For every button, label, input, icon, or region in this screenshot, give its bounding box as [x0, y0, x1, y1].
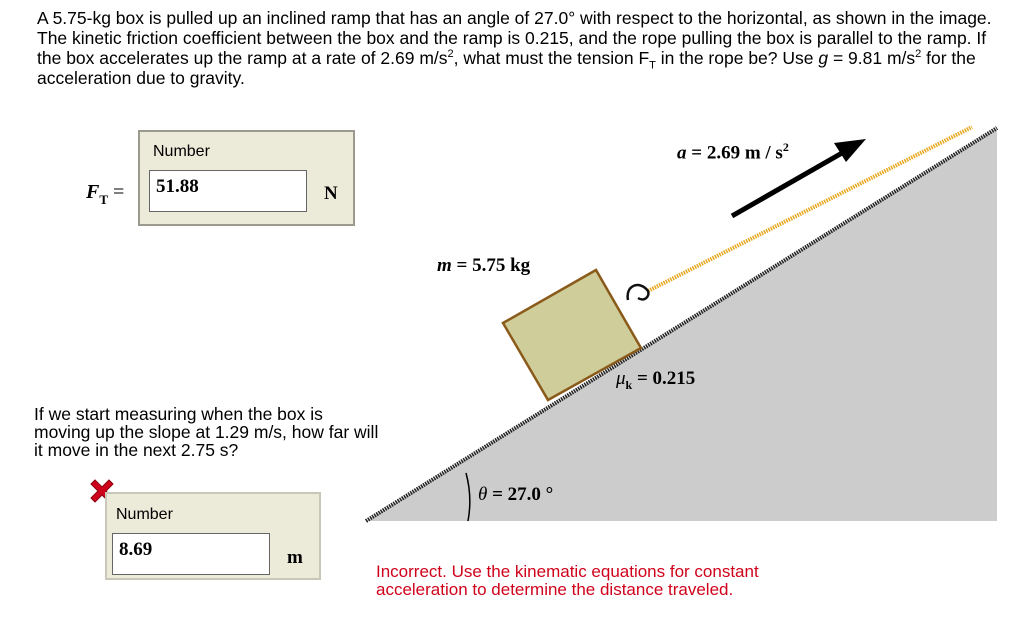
mass-label: m = 5.75 kg — [437, 255, 531, 276]
distance-question: If we start measuring when the box is moving up the slope at 1.29 m/s, how far will it move in the next 2.75 s? — [34, 404, 379, 460]
distance-input[interactable]: 8.69 — [112, 533, 270, 575]
angle-label: θ = 27.0 ° — [478, 484, 554, 505]
tension-variable-label: $F_T$ = — [86, 181, 125, 207]
acceleration-arrowhead — [834, 139, 866, 162]
distance-number-label: Number — [116, 506, 173, 523]
acceleration-label: a = 2.69 m / $s^2$ — [677, 140, 789, 164]
problem-statement: A 5.75-kg box is pulled up an inclined ramp that has an angle of 27.0° with respect to the horizontal, as shown in the image. The kinetic friction coefficient between the box and the ramp is 0.215, and the rope pulling the box is parallel to the ramp. If the box accelerates up the ramp at a rate of 2.69 $m/s^2$, what must the tension $F_T$ in the rope be? Use g = 9.81 $m/s^2$ for the acceleration due to gravity. — [37, 8, 992, 88]
rope-hook — [628, 285, 649, 300]
distance-unit: m — [287, 547, 303, 568]
friction-label: $\mu_k = 0.215$ — [616, 368, 696, 392]
feedback-message: Incorrect. Use the kinematic equations for constant acceleration to determine the distance traveled. — [376, 562, 759, 599]
tension-unit: N — [324, 183, 338, 204]
tension-number-label: Number — [153, 143, 210, 160]
tension-input[interactable]: 51.88 — [149, 170, 307, 212]
